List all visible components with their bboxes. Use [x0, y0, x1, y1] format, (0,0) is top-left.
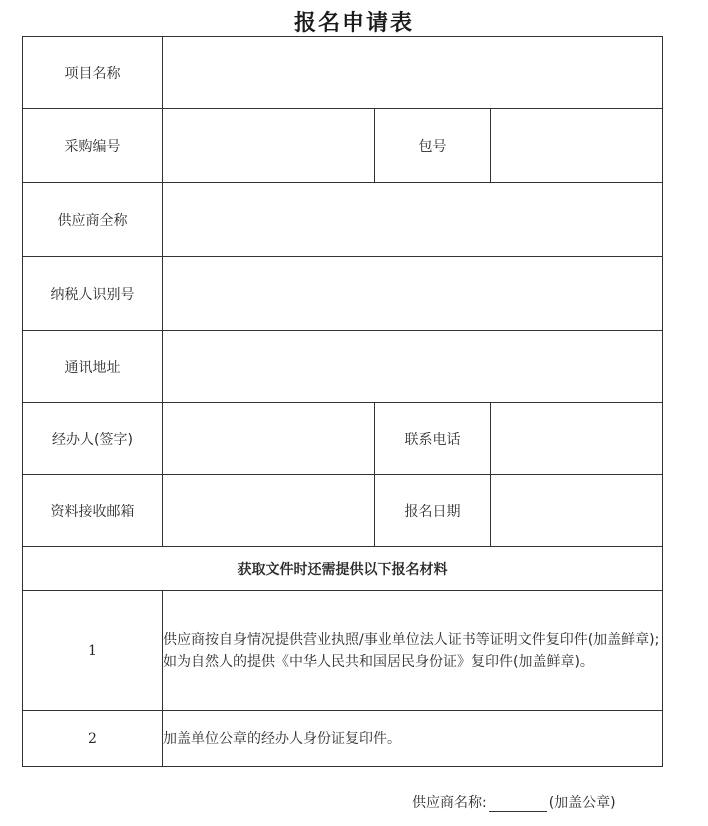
material-row-1: [23, 591, 663, 711]
form-title: 报名申请表: [293, 11, 414, 36]
materials-section-header: 获取文件时还需提供以下报名材料: [23, 547, 663, 591]
signup-date-field[interactable]: [491, 475, 663, 547]
material-number-1: 1: [23, 591, 163, 711]
taxpayer-id-label: 纳税人识别号: [23, 257, 163, 331]
row-taxpayer-id: [23, 257, 663, 331]
signup-date-label: 报名日期: [375, 475, 491, 547]
purchase-no-field[interactable]: [163, 109, 375, 183]
email-label: 资料接收邮箱: [23, 475, 163, 547]
supplier-name-blank[interactable]: [489, 797, 547, 812]
phone-label: 联系电话: [375, 403, 491, 475]
package-no-label: 包号: [375, 109, 491, 183]
row-supplier-name: [23, 183, 663, 257]
material-row-2: [23, 711, 663, 767]
supplier-name-label: 供应商全称: [23, 183, 163, 257]
address-field[interactable]: [163, 331, 663, 403]
row-purchase-no: [23, 109, 663, 183]
row-address: [23, 331, 663, 403]
row-materials-header: [23, 547, 663, 591]
phone-field[interactable]: [491, 403, 663, 475]
material-number-2: 2: [23, 711, 163, 767]
row-handler: [23, 403, 663, 475]
footer-stamp-note: (加盖公章): [548, 795, 616, 811]
taxpayer-id-field[interactable]: [163, 257, 663, 331]
purchase-no-label: 采购编号: [23, 109, 163, 183]
application-form-table: [22, 36, 663, 767]
project-name-field[interactable]: [163, 37, 663, 109]
row-email: [23, 475, 663, 547]
material-text-2: 加盖单位公章的经办人身份证复印件。: [163, 711, 663, 767]
supplier-signature-line: [412, 792, 616, 812]
package-no-field[interactable]: [491, 109, 663, 183]
address-label: 通讯地址: [23, 331, 163, 403]
email-field[interactable]: [163, 475, 375, 547]
row-project-name: [23, 37, 663, 109]
material-text-1: 供应商按自身情况提供营业执照/事业单位法人证书等证明文件复印件(加盖鲜章);如为自然人的提供《中华人民共和国居民身份证》复印件(加盖鲜章)。: [163, 591, 663, 711]
footer-supplier-label: 供应商名称:: [412, 795, 487, 811]
supplier-name-field[interactable]: [163, 183, 663, 257]
handler-field[interactable]: [163, 403, 375, 475]
handler-label: 经办人(签字): [23, 403, 163, 475]
project-name-label: 项目名称: [23, 37, 163, 109]
